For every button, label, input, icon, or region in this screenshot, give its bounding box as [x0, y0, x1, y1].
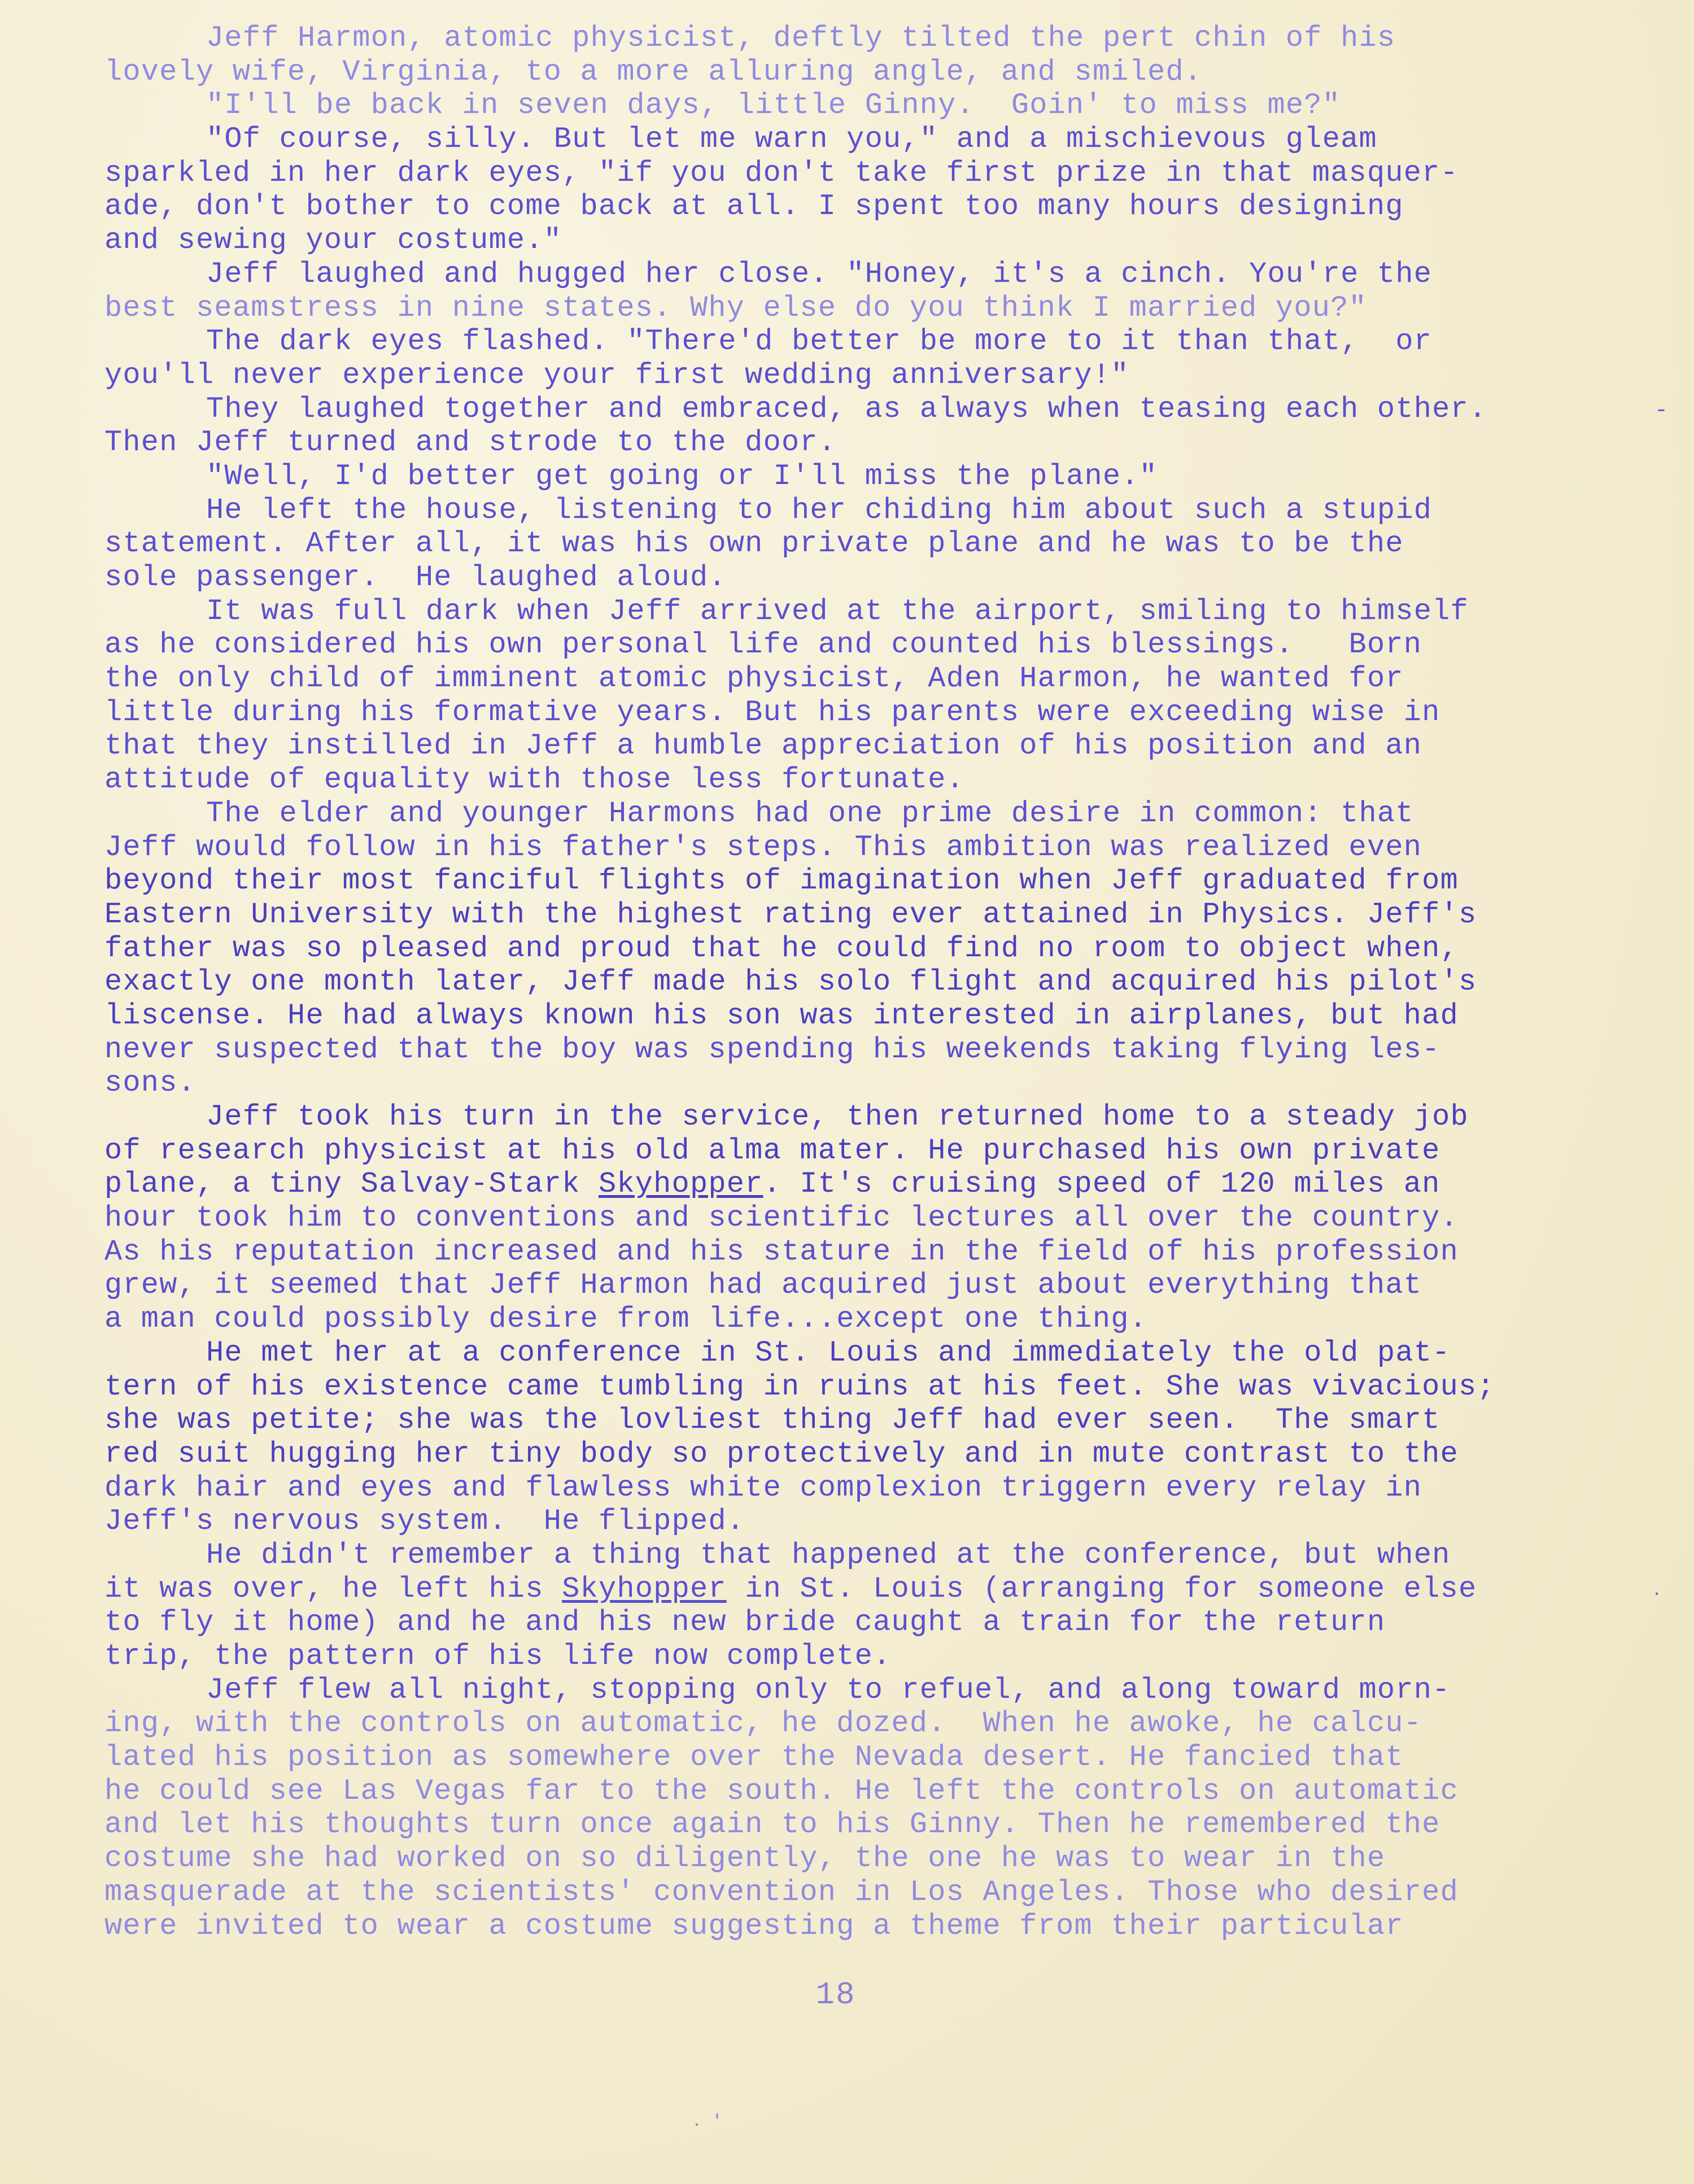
text-line: Jeff took his turn in the service, then returned home to a steady job — [206, 1100, 1469, 1134]
underlined-title: Skyhopper — [598, 1167, 763, 1201]
text-line: Jeff's nervous system. He flipped. — [104, 1505, 745, 1538]
text-line: ing, with the controls on automatic, he dozed. When he awoke, he calcu- — [104, 1707, 1422, 1741]
text-line: and let his thoughts turn once again to his Ginny. Then he remembered the — [104, 1808, 1440, 1842]
text-line: costume she had worked on so diligently, the one he was to wear in the — [104, 1842, 1386, 1876]
text-line: Then Jeff turned and strode to the door. — [104, 426, 837, 460]
text-line: Jeff Harmon, atomic physicist, deftly tilted the pert chin of his — [206, 21, 1396, 55]
text-line: sons. — [104, 1066, 197, 1100]
text-line: "I'll be back in seven days, little Ginny. Goin' to miss me?" — [206, 89, 1341, 123]
text-line: "Well, I'd better get going or I'll miss the plane." — [206, 459, 1158, 493]
text-line: plane, a tiny Salvay-Stark Skyhopper. It's cruising speed of 120 miles an — [104, 1167, 1440, 1201]
text-line: as he considered his own personal life and counted his blessings. Born — [104, 628, 1422, 662]
text-line: father was so pleased and proud that he could find no room to object when, — [104, 931, 1459, 965]
text-line: never suspected that the boy was spending his weekends taking flying les- — [104, 1032, 1440, 1066]
text-line: dark hair and eyes and flawless white complexion triggern every relay in — [104, 1471, 1422, 1505]
text-line: masquerade at the scientists' convention in Los Angeles. Those who desired — [104, 1875, 1459, 1909]
text-line: As his reputation increased and his stature in the field of his profession — [104, 1235, 1459, 1268]
margin-mark: - — [1654, 398, 1669, 424]
text-line: red suit hugging her tiny body so protectively and in mute contrast to the — [104, 1437, 1459, 1471]
text-line: hour took him to conventions and scientific lectures all over the country. — [104, 1201, 1459, 1235]
text-line: lated his position as somewhere over the Nevada desert. He fancied that — [104, 1741, 1404, 1775]
text-line: sole passenger. He laughed aloud. — [104, 561, 727, 594]
text-line: statement. After all, it was his own private plane and he was to be the — [104, 527, 1404, 561]
page-number: 18 — [815, 1977, 856, 2013]
text-line: "Of course, silly. But let me warn you," and a mischievous gleam — [206, 123, 1377, 156]
text-line: you'll never experience your first wedding anniversary!" — [104, 358, 1129, 392]
text-line: lovely wife, Virginia, to a more alluring angle, and smiled. — [104, 55, 1203, 89]
text-line: were invited to wear a costume suggesting a theme from their particular — [104, 1909, 1404, 1943]
text-line: Jeff laughed and hugged her close. "Honey, it's a cinch. You're the — [206, 257, 1433, 291]
margin-mark: . ' — [692, 2112, 723, 2131]
text-line: liscense. He had always known his son was interested in airplanes, but had — [104, 999, 1459, 1032]
text-line: she was petite; she was the lovliest thing Jeff had ever seen. The smart — [104, 1403, 1440, 1437]
underlined-title: Skyhopper — [562, 1572, 727, 1606]
text-line: a man could possibly desire from life...except one thing. — [104, 1302, 1148, 1336]
text-line: of research physicist at his old alma mater. He purchased his own private — [104, 1134, 1440, 1167]
text-line: tern of his existence came tumbling in ruins at his feet. She was vivacious; — [104, 1370, 1495, 1403]
margin-mark: . — [1652, 1581, 1662, 1601]
text-line: He left the house, listening to her chiding him about such a stupid — [206, 493, 1433, 527]
text-line: He didn't remember a thing that happened at the conference, but when — [206, 1538, 1451, 1572]
text-line: the only child of imminent atomic physicist, Aden Harmon, he wanted for — [104, 662, 1404, 696]
text-line: sparkled in her dark eyes, "if you don't take first prize in that masquer- — [104, 156, 1459, 190]
text-line: The elder and younger Harmons had one prime desire in common: that — [206, 796, 1414, 830]
text-line: beyond their most fanciful flights of imagination when Jeff graduated from — [104, 864, 1459, 898]
text-line: he could see Las Vegas far to the south. He left the controls on automatic — [104, 1774, 1459, 1808]
text-line: It was full dark when Jeff arrived at the airport, smiling to himself — [206, 594, 1469, 628]
text-line: Jeff would follow in his father's steps. This ambition was realized even — [104, 830, 1422, 864]
text-line: They laughed together and embraced, as always when teasing each other. — [206, 392, 1487, 426]
text-line: little during his formative years. But his parents were exceeding wise in — [104, 695, 1440, 729]
text-line: The dark eyes flashed. "There'd better be more to it than that, or — [206, 325, 1433, 359]
text-line: exactly one month later, Jeff made his solo flight and acquired his pilot's — [104, 965, 1477, 999]
text-line: it was over, he left his Skyhopper in St. Louis (arranging for someone else — [104, 1572, 1477, 1606]
text-line: and sewing your costume." — [104, 224, 562, 258]
text-line: Eastern University with the highest rating ever attained in Physics. Jeff's — [104, 897, 1477, 931]
text-line: best seamstress in nine states. Why else do you think I married you?" — [104, 291, 1367, 325]
story-text — [104, 21, 1629, 1943]
text-line: attitude of equality with those less fortunate. — [104, 763, 965, 797]
text-line: to fly it home) and he and his new bride caught a train for the return — [104, 1606, 1386, 1640]
text-line: trip, the pattern of his life now complete. — [104, 1640, 892, 1673]
text-line: ade, don't bother to come back at all. I spent too many hours designing — [104, 190, 1404, 224]
text-line: grew, it seemed that Jeff Harmon had acquired just about everything that — [104, 1268, 1422, 1302]
text-line: that they instilled in Jeff a humble appreciation of his position and an — [104, 729, 1422, 763]
text-line: Jeff flew all night, stopping only to refuel, and along toward morn- — [206, 1673, 1451, 1707]
text-line: He met her at a conference in St. Louis and immediately the old pat- — [206, 1336, 1451, 1370]
